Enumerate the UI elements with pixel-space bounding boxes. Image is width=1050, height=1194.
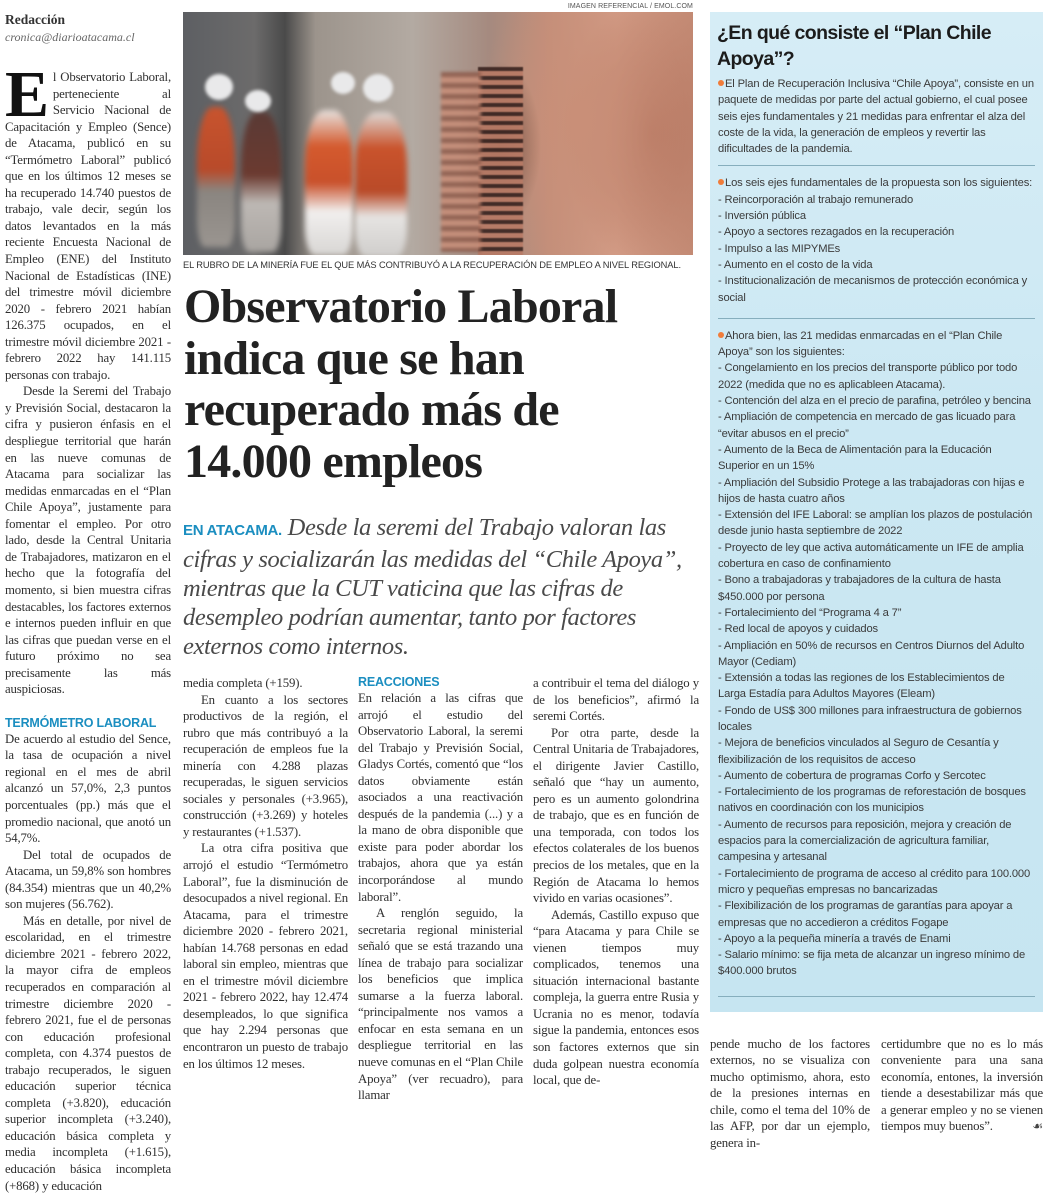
left-column [5, 12, 171, 1194]
axis-item: - Reincorporación al trabajo remunerado [718, 193, 914, 206]
middle-column [183, 2, 698, 1104]
article-column-2 [183, 675, 348, 1104]
measure-item: - Bono a trabajadoras y trabajadores de la cultura de hasta $450.000 por persona [718, 574, 1001, 603]
axis-item: - Institucionalización de mecanismos de protección económica y social [718, 275, 1028, 304]
measure-item: - Extensión a todas las regiones de los Establecimientos de Larga Estadía para Adultos Mayores (Eleam) [718, 672, 1005, 701]
bullet-icon [718, 80, 724, 86]
axes-list [718, 192, 1035, 306]
article-column-3-wrapper [358, 675, 523, 1104]
bullet-icon [718, 179, 724, 185]
sidebar-axes [718, 175, 1035, 305]
measure-item: - Extensión del IFE Laboral: se amplían los plazos de postulación desde junio hasta septiembre de 2022 [718, 509, 1033, 538]
photo-caption: EL RUBRO DE LA MINERÍA FUE EL QUE MÁS CONTRIBUYÓ A LA RECUPERACIÓN DE EMPLEO A NIVEL REGIONAL. [183, 260, 681, 270]
measure-item: - Fortalecimiento de los programas de reforestación de bosques nativos en coordinación con los municipios [718, 786, 1026, 815]
measure-item: - Contención del alza en el precio de parafina, petróleo y bencina [718, 395, 1031, 408]
subhead-reacciones: REACCIONES [358, 675, 440, 689]
paragraph: En cuanto a los sectores productivos de la región, el rubro que más contribuyó a la recuperación de empleos fue la minería con 4.288 plazas recuperadas, le siguen servicios sociales y personales (+3.965), construcción (+3.269) y hoteles y restaurantes (+1.537). [183, 692, 348, 839]
paragraph: pende mucho de los factores externos, no se visualiza con mucho optimismo, ahora, esto de la presiones internas en chile, como el tema del 10% de las AFP, por dar un ejemplo, genera in- [710, 1036, 870, 1151]
sidebar-intro [718, 76, 1035, 157]
paragraph: Desde la Seremi del Trabajo y Previsión Social, destacaron la cifra y pusieron énfasis en el despliegue territorial que harán en las nueve comunas de Atacama para socializar las medidas enmarcadas en el “Plan Chile Apoya”, justamente para fomentar el empleo. Por otro lado, desde la Central Unitaria de Trabajadores, matizaron en el hecho que la fotografía del momento, si bien muestra cifras destacables, los factores externos e internos pueden influir en que las cifras que puedan verse en el futuro próximo no sea precisamente las más auspiciosas. [5, 384, 171, 697]
measure-item: - Aumento de cobertura de programas Corfo y Sercotec [718, 769, 986, 782]
article-column-4 [533, 675, 699, 1104]
paragraph: La otra cifra positiva que arrojó el estudio “Termómetro Laboral”, fue la disminución de desocupados a nivel regional. En Atacama, para el trimestre diciembre 2020 - febrero 2021, habían 14.768 personas en edad laboral sin empleo, mientras que en el trimestre móvil diciembre 2021 - febrero 2022, hay 12.474 desempleados, lo que significa que hay 2.294 personas que encontraron un puesto de trabajo en los últimos 12 meses. [183, 841, 348, 1071]
article-columns [183, 675, 698, 1104]
measure-item: - Fortalecimiento de programa de acceso al crédito para 100.000 micro y pequeñas empresas no bancarizadas [718, 867, 1031, 896]
byline-email: cronica@diarioatacama.cl [5, 30, 135, 44]
photo-credit: IMAGEN REFERENCIAL / EMOL.COM [567, 3, 693, 10]
headline-line: recuperado más de [184, 383, 559, 436]
paragraph: Por otra parte, desde la Central Unitaria de Trabajadores, el dirigente Javier Castillo, señaló que “hay un aumento, pero es un aumento golondrina de trabajo, que es en función de una temporada, con todos los efectos colaterales de los buenos precios de los metales, que en la Región de Atacama lo hemos vivido en varias ocasiones”. [533, 725, 699, 906]
axes-intro: Los seis ejes fundamentales de la propuesta son los siguientes: [725, 177, 1033, 190]
article-column-1 [5, 58, 171, 698]
measure-item: - Congelamiento en los precios del transporte público por todo 2022 (medida que no es aplicableen Atacama). [718, 362, 1018, 391]
measure-item: - Salario mínimo: se fija meta de alcanzar un ingreso mínimo de $400.000 brutos [718, 949, 1026, 978]
paragraph: a contribuir el tema del diálogo y de los beneficios”, afirmó la seremi Cortés. [533, 676, 699, 724]
axis-item: - Inversión pública [718, 210, 806, 223]
article-column-1b [5, 731, 171, 1194]
axis-item: - Aumento en el costo de la vida [718, 258, 873, 271]
paragraph: De acuerdo al estudio del Sence, la tasa de ocupación a nivel regional en el mes de abril alcanzó un 57,0%, 2,3 puntos porcentuales (pp.) más que el promedio nacional, que anotó un 54,7%. [5, 731, 171, 846]
divider [718, 165, 1035, 166]
measure-item: - Aumento de recursos para reposición, mejora y creación de espacios para la comercialización de agricultura familiar, campesina y artesanal [718, 818, 1012, 864]
paragraph: Del total de ocupados de Atacama, un 59,8% son hombres (84.354) mientras que un 40,2% son mujeres (56.762). [5, 847, 171, 912]
measure-item: - Ampliación del Subsidio Protege a las trabajadoras con hijas e hijos de hasta cuatro años [718, 476, 1025, 505]
paragraph [881, 1036, 1043, 1135]
deck-text: Desde la seremi del Trabajo valoran las cifras y socializarán las medidas del “Chile Apoya”, mientras que la CUT vaticina que las cifras de desempleo podrían aumentar, tanto por factores externos como internos. [183, 514, 682, 660]
lead-paragraph [5, 58, 171, 383]
paragraph: Más en detalle, por nivel de escolaridad, en el trimestre diciembre 2021 - febrero 2022, la mayor cifra de empleos recuperados en comparación al trimestre diciembre 2020 - febrero 2021, fue el de personas con educación profesional completa, con 4.374 puestos de trabajo recuperados, le siguen educación superior técnica completa (+3.820), educación superior incompleta (+3.240), educación básica completa y media incompleta (+1.615), educación básica incompleta (+868) y educación [5, 913, 171, 1193]
measure-item: - Flexibilización de los programas de garantías para apoyar a empresas que no accedieron a créditos Fogape [718, 900, 1013, 929]
end-mark-icon: ☙ [1032, 1119, 1043, 1134]
article-column-5 [710, 1036, 870, 1152]
measure-item: - Ampliación en 50% de recursos en Centros Diurnos del Adulto Mayor (Cediam) [718, 639, 1025, 668]
sidebar-measures [718, 328, 1035, 980]
paragraph: media completa (+159). [183, 676, 303, 690]
headline-line: Observatorio Laboral [184, 280, 618, 333]
headline-line: indica que se han [184, 331, 524, 385]
closing-text: certidumbre que no es lo más conveniente para una sana economía, entones, la inversión tiende a desestabilizar más que a generar empleo y no se vienen tiempos muy buenos”. [881, 1036, 1043, 1134]
subhead-termometro-laboral: TERMÓMETRO LABORAL [5, 715, 157, 730]
headline-line: 14.000 empleos [184, 434, 483, 488]
article-column-3 [358, 690, 523, 1104]
measures-intro: Ahora bien, las 21 medidas enmarcadas en el “Plan Chile Apoya” son los siguientes: [718, 329, 1003, 359]
bullet-icon [718, 332, 724, 338]
deck-kicker: EN ATACAMA. [183, 522, 282, 539]
byline-author: Redacción [5, 12, 65, 27]
sidebar-title: ¿En qué consiste el “Plan Chile Apoya”? [717, 22, 991, 70]
paragraph: A renglón seguido, la secretaria regional ministerial señaló que se está trazando una línea de trabajo para socializar los beneficios que implica sumarse a la fuerza laboral. “principalmente nos vamos a enfocar en esta semana en un despliegue territorial en las nueve comunas en el “Plan Chile Apoya” (ver recuadro), para llamar [358, 906, 523, 1103]
measure-item: - Red local de apoyos y cuidados [718, 623, 879, 636]
paragraph: En relación a las cifras que arrojó el estudio del Observatorio Laboral, la seremi del Trabajo y Previsión Social, Gladys Cortés, comentó que “los datos obviamente están asociados a una reactivación después de la pandemia (...) y a la mano de obra disponible que existe para poder abordar los trabajos, ahora que ya están incorporándose al mundo laboral”. [358, 691, 523, 904]
measures-list [718, 360, 1035, 979]
measure-item: - Ampliación de competencia en mercado de gas licuado para “evitar abusos en el precio” [718, 411, 1016, 440]
divider [718, 996, 1035, 997]
axis-item: - Impulso a las MIPYMEs [718, 242, 841, 255]
paragraph: Además, Castillo expuso que “para Atacama y para Chile se vienen tiempos muy complicados, tenemos una situación internacional bastante compleja, la guerra entre Rusia y Ucrania no es menor, todavía sigue la pandemia, entonces esos son factores externos que sin duda golpean nuestra economía local, que de- [533, 907, 699, 1088]
article-bottom-columns [710, 1036, 1043, 1152]
axis-item: - Apoyo a sectores rezagados en la recuperación [718, 226, 955, 239]
measure-item: - Aumento de la Beca de Alimentación para la Educación Superior en un 15% [718, 443, 992, 473]
measure-item: - Fondo de US$ 300 millones para infraestructura de gobiernos locales [718, 704, 1022, 733]
measure-item: - Proyecto de ley que activa automáticamente un IFE de amplia cobertura en caso de confinamiento [718, 541, 1024, 571]
headline [184, 281, 698, 487]
byline [5, 12, 171, 45]
deck [183, 513, 698, 661]
drop-cap: E [5, 58, 49, 131]
right-column [710, 12, 1043, 1152]
lead-text: l Observatorio Laboral, perteneciente al Servicio Nacional de Capacitación y Empleo (Sence) de Atacama, publicó en su “Termómetro Laboral” publicó que en los últimos 12 meses se ha recuperado 14.740 puestos de trabajo, vale decir, según los datos levantados en la más reciente Encuesta Nacional de Empleo (ENE) del Instituto Nacional de Estadísticas (INE) del trimestre móvil diciembre 2020 - febrero 2021 habían 126.375 ocupados, en el trimestre móvil diciembre 2021 - febrero 2022 hay 141.115 personas con trabajo. [5, 70, 171, 382]
plan-chile-apoya-sidebar [710, 12, 1043, 1012]
measure-item: - Fortalecimiento del “Programa 4 a 7” [718, 606, 902, 619]
article-column-6 [881, 1036, 1043, 1152]
divider [718, 318, 1035, 319]
measure-item: - Mejora de beneficios vinculados al Seguro de Cesantía y flexibilización de los requisitos de acceso [718, 737, 999, 766]
intro-text: El Plan de Recuperación Inclusiva “Chile Apoya”, consiste en un paquete de medidas por parte del actual gobierno, el cual posee seis ejes fundamentales y 21 medidas para enfrentar el alza del coste de la vida, la generación de empleos y revertir las dificultades de la pandemia. [718, 78, 1034, 156]
mining-photo [183, 12, 693, 255]
measure-item: - Apoyo a la pequeña minería a través de Enami [718, 932, 951, 945]
